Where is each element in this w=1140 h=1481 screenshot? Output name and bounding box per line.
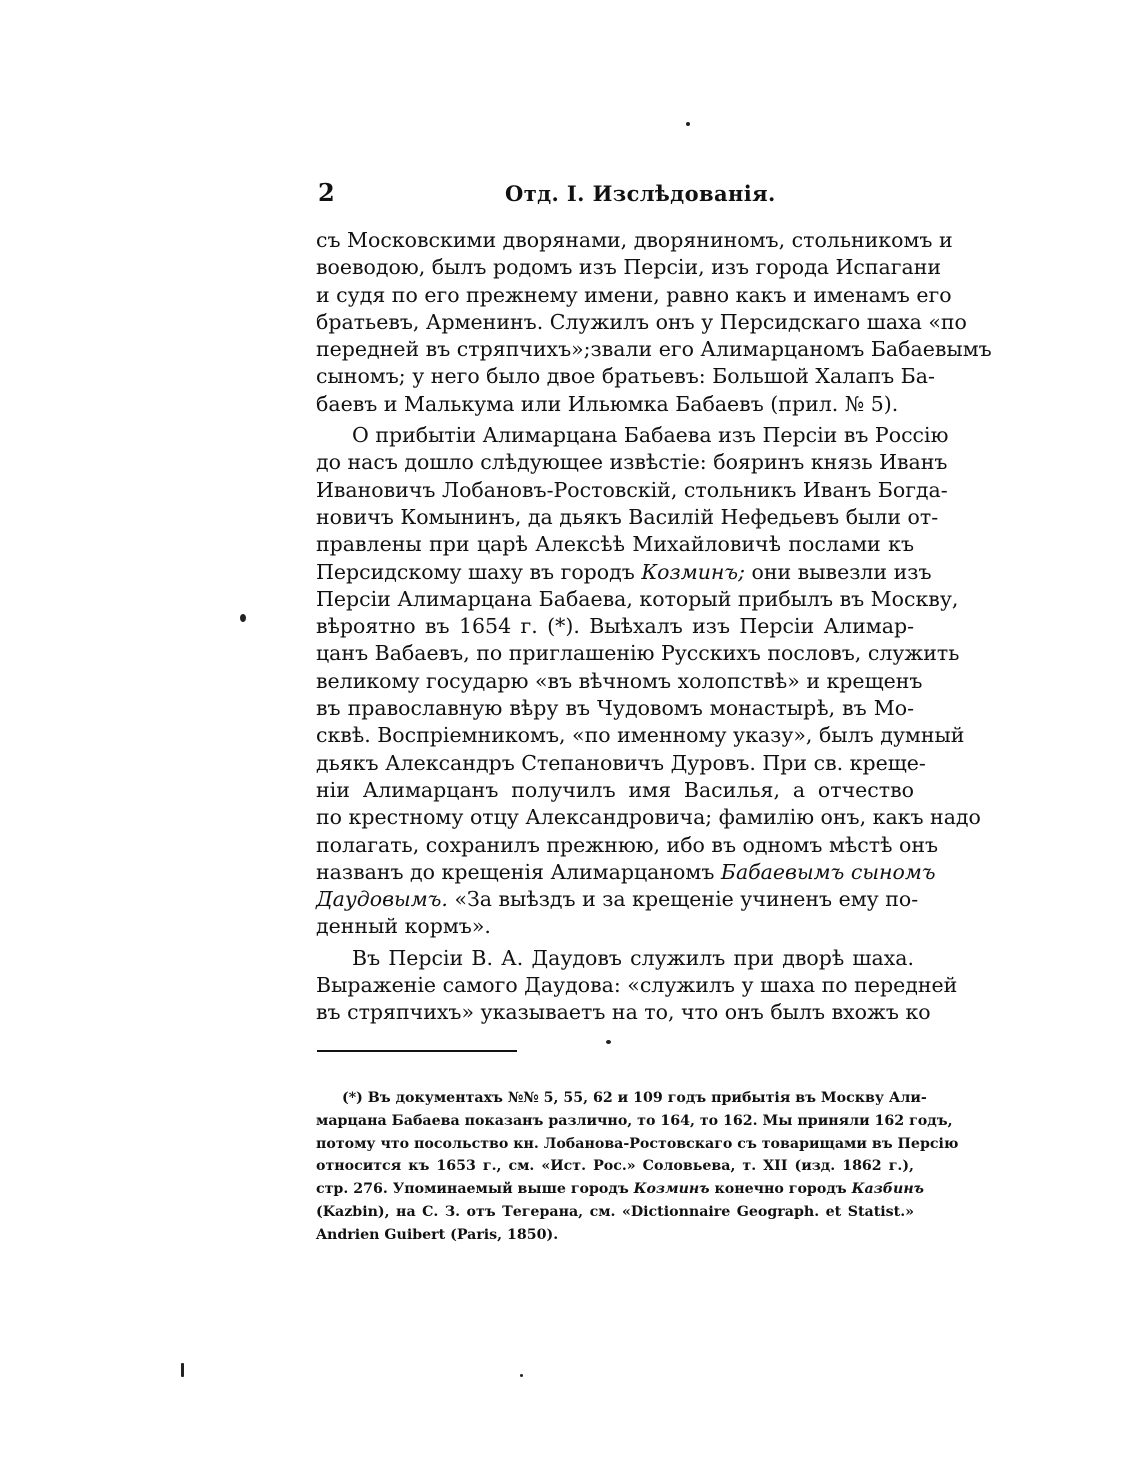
text-line: цанъ Вабаевъ, по приглашенію Русскихъ пословъ, служить	[316, 641, 960, 666]
text-line: Персидскому шаху въ городъ Козминъ; они вывезли изъ	[316, 559, 932, 584]
footnote-line: Andrien Guibert (Paris, 1850).	[316, 1226, 559, 1243]
text-line: въ стряпчихъ» указываетъ на то, что онъ былъ вхожъ ко	[316, 1000, 931, 1025]
text-line: сыномъ; у него было двое братьевъ: Большой Халапъ Ба-	[316, 364, 935, 389]
text-line: въ православную вѣру въ Чудовомъ монастырѣ, въ Мо-	[316, 696, 914, 721]
footnote-line: (*) Въ документахъ №№ 5, 55, 62 и 109 годъ прибытія въ Москву Али-	[342, 1090, 927, 1106]
text-line: братьевъ, Арменинъ. Служилъ онъ у Персидскаго шаха «по	[316, 309, 967, 334]
main-text	[316, 227, 992, 1027]
text-line: Персіи Алимарцана Бабаева, который прибылъ въ Москву,	[316, 586, 959, 611]
footnote-divider	[317, 1050, 517, 1052]
text-line: правлены при царѣ Алексѣѣ Михайловичѣ послами къ	[316, 532, 914, 557]
footnote-line: стр. 276. Упоминаемый выше городъ Козминъ конечно городъ Казбинъ	[316, 1181, 924, 1198]
scan-speck	[606, 1040, 611, 1044]
footnote-line: марцана Бабаева показанъ различно, то 164, то 162. Мы приняли 162 годъ,	[316, 1112, 953, 1129]
page-number: 2	[318, 178, 335, 207]
text-line: денный кормъ».	[316, 914, 491, 939]
text-line: новичъ Комынинъ, да дьякъ Василій Нефедьевъ были от-	[316, 504, 939, 529]
text-line: съ Московскими дворянами, дворяниномъ, стольникомъ и	[316, 228, 953, 252]
italic-place-name: Казбинъ	[851, 1181, 924, 1198]
text-line: великому государю «въ вѣчномъ холопствѣ» и крещенъ	[316, 668, 923, 693]
text-line: до насъ дошло слѣдующее извѣстіе: бояринъ князь Иванъ	[316, 450, 948, 475]
text-line: названъ до крещенія Алимарцаномъ Бабаевымъ сыномъ	[316, 859, 936, 884]
footnote-line: (Kazbin), на С. З. отъ Тегерана, см. «Dictionnaire Geograph. et Statist.»	[316, 1203, 914, 1220]
text-line: дьякъ Александръ Степановичъ Дуровъ. При св. креще-	[316, 750, 926, 775]
text-line: О прибытіи Алимарцана Бабаева изъ Персіи въ Россію	[352, 423, 949, 448]
scan-speck	[686, 122, 690, 126]
text-line: полагать, сохранилъ прежнюю, ибо въ одномъ мѣстѣ онъ	[316, 832, 939, 857]
text-line: и судя по его прежнему имени, равно какъ и именамъ его	[316, 282, 952, 307]
text-line: воеводою, былъ родомъ изъ Персіи, изъ города Испагани	[316, 255, 942, 280]
text-line: вѣроятно въ 1654 г. (*). Выѣхалъ изъ Персіи Алимар-	[316, 614, 914, 639]
scan-speck	[240, 614, 246, 622]
text-line: сквѣ. Воспріемникомъ, «по именному указу», былъ думный	[316, 723, 965, 748]
text-line: передней въ стряпчихъ»;звали его Алимарцаномъ Бабаевымъ	[316, 337, 992, 362]
scan-speck	[520, 1374, 523, 1377]
italic-name: Бабаевымъ сыномъ	[720, 859, 936, 884]
text-line: Даудовымъ. «За выѣздъ и за крещеніе учиненъ ему по-	[316, 887, 919, 912]
text-line: Въ Персіи В. А. Даудовъ служилъ при дворѣ шаха.	[352, 945, 914, 970]
italic-place-name: Козминъ	[633, 1181, 710, 1198]
footnote-line: относится къ 1653 г., см. «Ист. Рос.» Соловьева, т. XII (изд. 1862 г.),	[316, 1158, 914, 1175]
text-line: ніи Алимарцанъ получилъ имя Василья, а отчество	[316, 777, 914, 802]
text-line: баевъ и Малькума или Ильюмка Бабаевъ (прил. № 5).	[316, 391, 899, 416]
text-line: по крестному отцу Александровича; фамилію онъ, какъ надо	[316, 805, 981, 830]
footnote	[316, 1087, 959, 1247]
italic-name: Даудовымъ.	[316, 887, 448, 912]
scan-speck	[181, 1363, 184, 1377]
text-line: Выраженіе самого Даудова: «служилъ у шаха по передней	[316, 973, 958, 998]
footnote-line: потому что посольство кн. Лобанова-Ростовскаго съ товарищами въ Персію	[316, 1135, 959, 1152]
italic-place-name: Козминъ;	[641, 559, 745, 584]
text-line: Ивановичъ Лобановъ-Ростовскій, стольникъ Иванъ Богда-	[316, 477, 948, 502]
running-head: Отд. I. Изслѣдованія.	[505, 181, 776, 206]
